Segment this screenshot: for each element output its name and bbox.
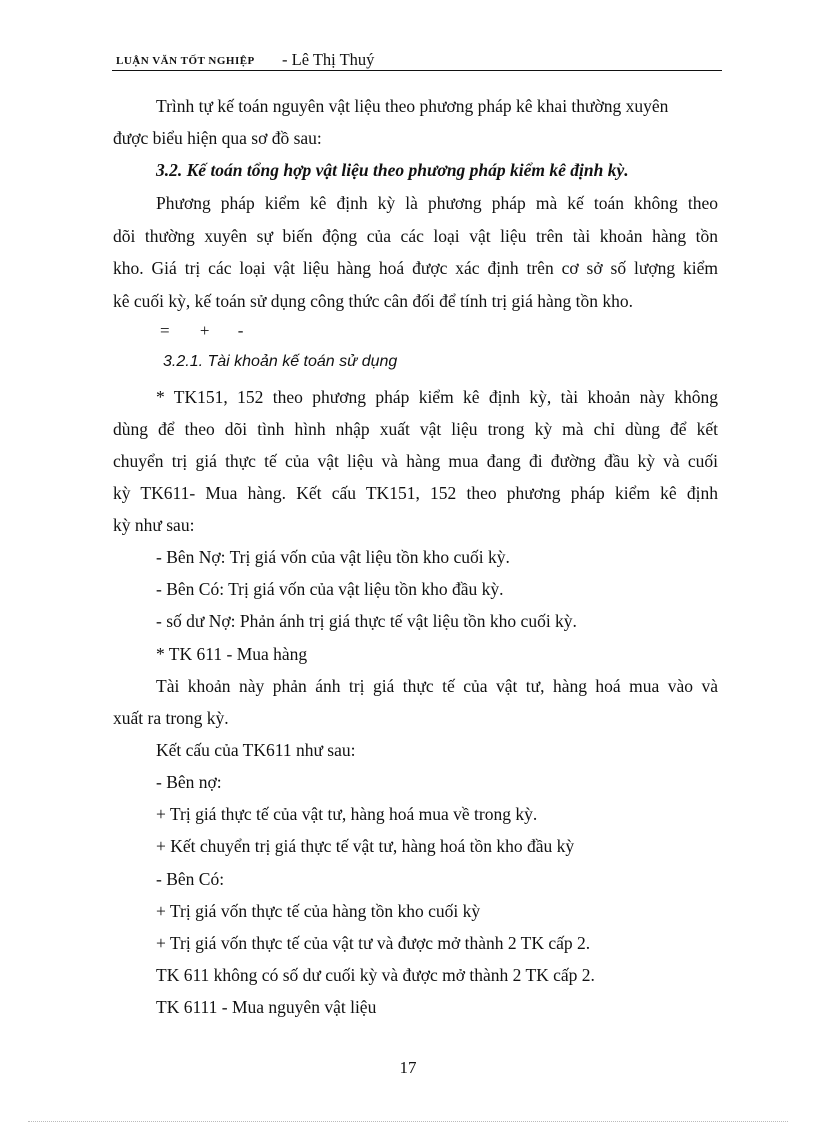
tk6111-line: TK 6111 - Mua nguyên vật liệu (156, 997, 377, 1017)
p2-line-5: kỳ như sau: (113, 515, 195, 535)
p1-line-2: dõi thường xuyên sự biến động của các loại vật liệu trên tài khoản hàng tồn (113, 226, 718, 246)
debit-balance-line: - số dư Nợ: Phản ánh trị giá thực tế vật liệu tồn kho cuối kỳ. (156, 611, 577, 631)
p1-line-1: Phương pháp kiểm kê định kỳ là phương pháp mà kế toán không theo (156, 193, 718, 213)
p1-line-3: kho. Giá trị các loại vật liệu hàng hoá được xác định trên cơ sở số lượng kiểm (113, 258, 718, 278)
credit-item-2: + Trị giá vốn thực tế của vật tư và được mở thành 2 TK cấp 2. (156, 933, 591, 953)
credit-item-1: + Trị giá vốn thực tế của hàng tồn kho cuối kỳ (156, 901, 481, 921)
debit-side-line: - Bên Nợ: Trị giá vốn của vật liệu tồn kho cuối kỳ. (156, 547, 510, 567)
debit-label: - Bên nợ: (156, 772, 222, 792)
page-bottom-divider (28, 1121, 788, 1122)
debit-item-2: + Kết chuyển trị giá thực tế vật tư, hàng hoá tồn kho đầu kỳ (156, 836, 575, 856)
intro-line-1: Trình tự kế toán nguyên vật liệu theo phương pháp kê khai thường xuyên (156, 96, 669, 116)
formula-minus: - (237, 321, 244, 340)
credit-side-line: - Bên Có: Trị giá vốn của vật liệu tồn kho đầu kỳ. (156, 579, 504, 599)
p3-line-2: xuất ra trong kỳ. (113, 708, 229, 728)
p2-line-3: chuyển trị giá thực tế của vật liệu và hàng mua đang đi đường đầu kỳ và cuối (113, 451, 718, 471)
subsection-heading: 3.2.1. Tài khoản kế toán sử dụng (163, 353, 398, 370)
p1-line-4: kê cuối kỳ, kế toán sử dụng công thức cân đối để tính trị giá hàng tồn kho. (113, 291, 634, 311)
debit-item-1: + Trị giá thực tế của vật tư, hàng hoá mua về trong kỳ. (156, 804, 538, 824)
section-heading: 3.2. Kế toán tổng hợp vật liệu theo phương pháp kiểm kê định kỳ. (156, 160, 629, 180)
p2-line-2: dùng để theo dõi tình hình nhập xuất vật liệu trong kỳ mà chỉ dùng để kết (113, 419, 718, 439)
p2-line-1: * TK151, 152 theo phương pháp kiểm kê định kỳ, tài khoản này không (156, 387, 718, 407)
header-thesis-label: LUẬN VĂN TỐT NGHIỆP (116, 55, 255, 67)
intro-line-2: được biểu hiện qua sơ đồ sau: (113, 128, 322, 148)
header-author: - Lê Thị Thuý (282, 50, 375, 69)
p3-line-1: Tài khoản này phản ánh trị giá thực tế của vật tư, hàng hoá mua vào và (156, 676, 718, 696)
credit-label: - Bên Có: (156, 869, 225, 889)
p2-line-4: kỳ TK611- Mua hàng. Kết cấu TK151, 152 theo phương pháp kiểm kê định (113, 483, 718, 503)
formula-plus: + (199, 321, 210, 340)
page-number: 17 (399, 1058, 417, 1077)
balance-line: TK 611 không có số dư cuối kỳ và được mở thành 2 TK cấp 2. (156, 965, 595, 985)
formula-equals: = (160, 321, 170, 340)
tk611-title: * TK 611 - Mua hàng (156, 644, 308, 664)
structure-line: Kết cấu của TK611 như sau: (156, 740, 356, 760)
balance-formula (160, 321, 243, 341)
